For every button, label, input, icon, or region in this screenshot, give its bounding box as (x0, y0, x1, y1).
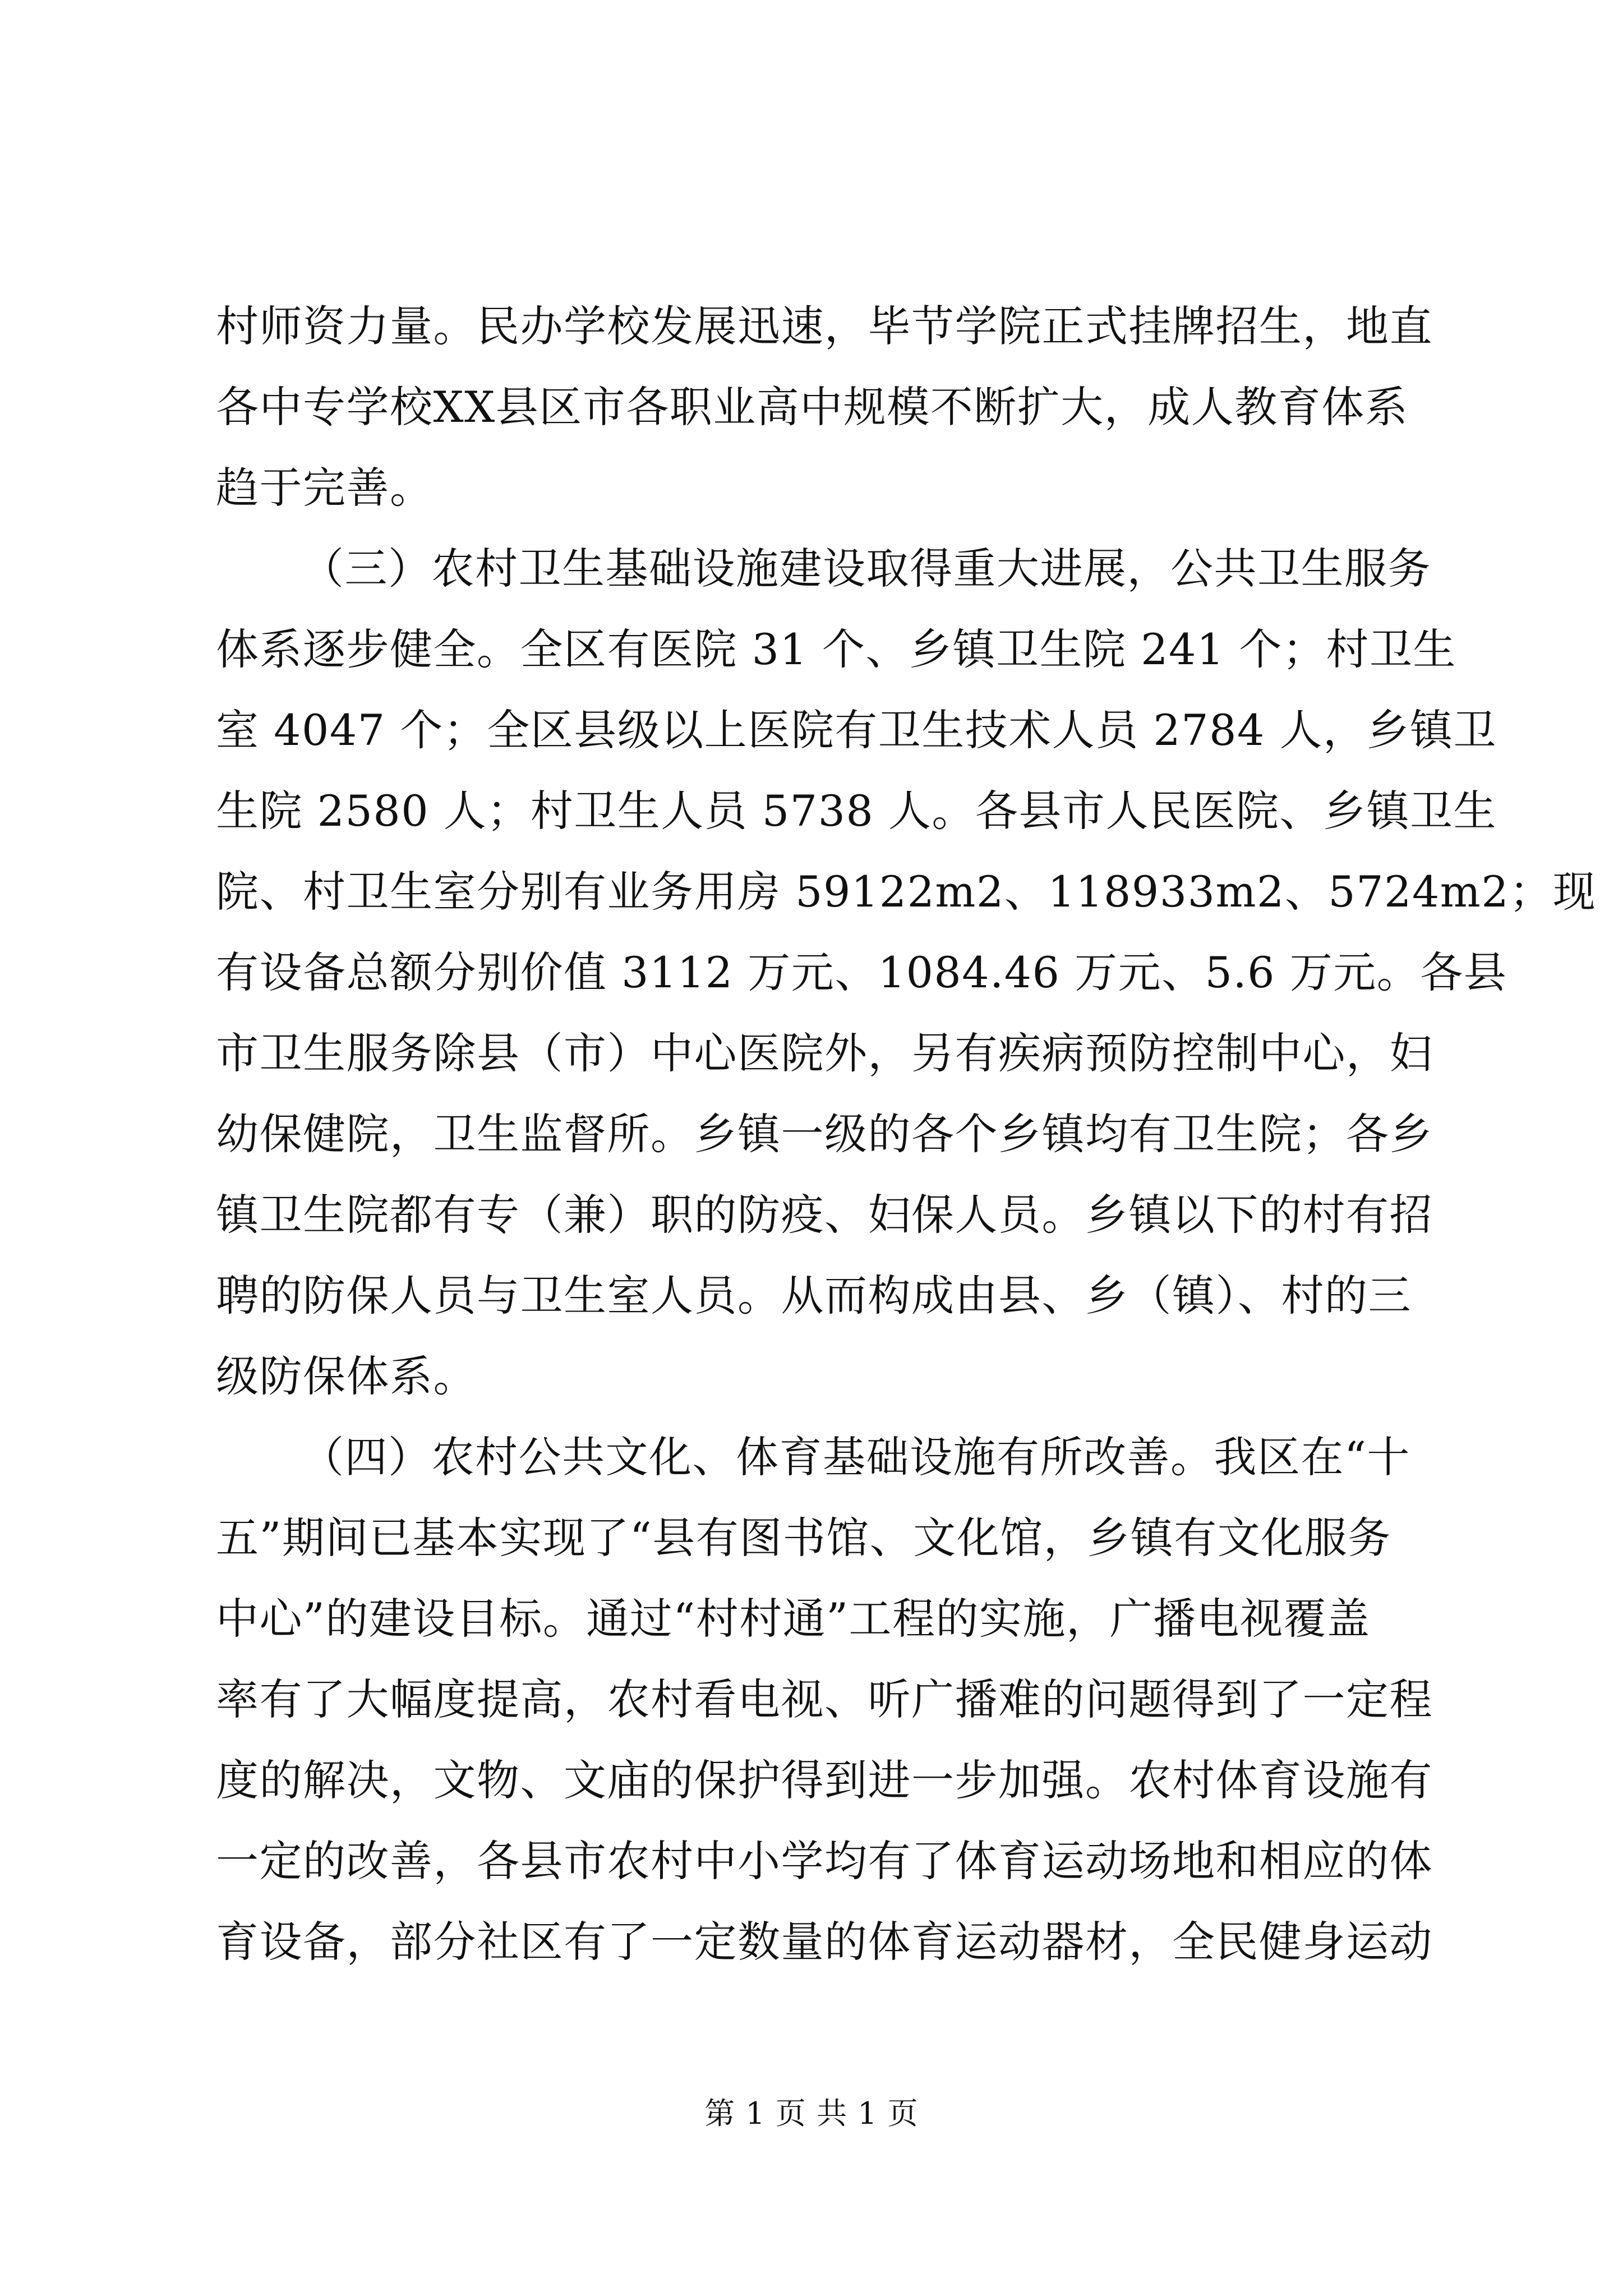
text-line: 各中专学校XX县区市各职业高中规模不断扩大，成人教育体系 (216, 382, 1409, 432)
text-line: 体系逐步健全。全区有医院 31 个、乡镇卫生院 241 个；村卫生 (216, 624, 1456, 674)
text-line: 级防保体系。 (216, 1351, 477, 1401)
text-line: 市卫生服务除县（市）中心医院外，另有疾病预防控制中心，妇 (216, 1028, 1433, 1078)
page-footer: 第 1 页 共 1 页 (704, 2096, 919, 2131)
text-line: 村师资力量。民办学校发展迅速，毕节学院正式挂牌招生，地直 (216, 301, 1433, 351)
text-line: 一定的改善，各县市农村中小学均有了体育运动场地和相应的体 (216, 1836, 1433, 1886)
text-line: 五”期间已基本实现了“县有图书馆、文化馆，乡镇有文化服务 (216, 1513, 1391, 1563)
text-line: 育设备，部分社区有了一定数量的体育运动器材，全民健身运动 (216, 1917, 1433, 1967)
paragraph (216, 1417, 1433, 1982)
text-line: 聘的防保人员与卫生室人员。从而构成由县、乡（镇）、村的三 (216, 1271, 1412, 1320)
text-line: 度的解决，文物、文庙的保护得到进一步加强。农村体育设施有 (216, 1755, 1433, 1805)
paragraph (216, 528, 1597, 1417)
text-line: 率有了大幅度提高，农村看电视、听广播难的问题得到了一定程 (216, 1674, 1433, 1724)
paragraph (216, 286, 1433, 528)
text-line: 镇卫生院都有专（兼）职的防疫、妇保人员。乡镇以下的村有招 (216, 1190, 1433, 1240)
text-line: （四）农村公共文化、体育基础设施有所改善。我区在“十 (301, 1432, 1410, 1482)
text-line: 中心”的建设目标。通过“村村通”工程的实施，广播电视覆盖 (216, 1594, 1371, 1644)
text-line: （三）农村卫生基础设施建设取得重大进展，公共卫生服务 (301, 544, 1431, 593)
text-line: 室 4047 个；全区县级以上医院有卫生技术人员 2784 人，乡镇卫 (216, 705, 1497, 755)
text-line: 幼保健院，卫生监督所。乡镇一级的各个乡镇均有卫生院；各乡 (216, 1109, 1433, 1159)
text-line: 趋于完善。 (216, 463, 434, 513)
text-line: 院、村卫生室分别有业务用房 59122m2、118933m2、5724m2；现 (216, 867, 1597, 917)
text-line: 生院 2580 人；村卫生人员 5738 人。各县市人民医院、乡镇卫生 (216, 786, 1497, 836)
text-line: 有设备总额分别价值 3112 万元、1084.46 万元、5.6 万元。各县 (216, 947, 1507, 997)
document-body (216, 286, 1597, 1982)
